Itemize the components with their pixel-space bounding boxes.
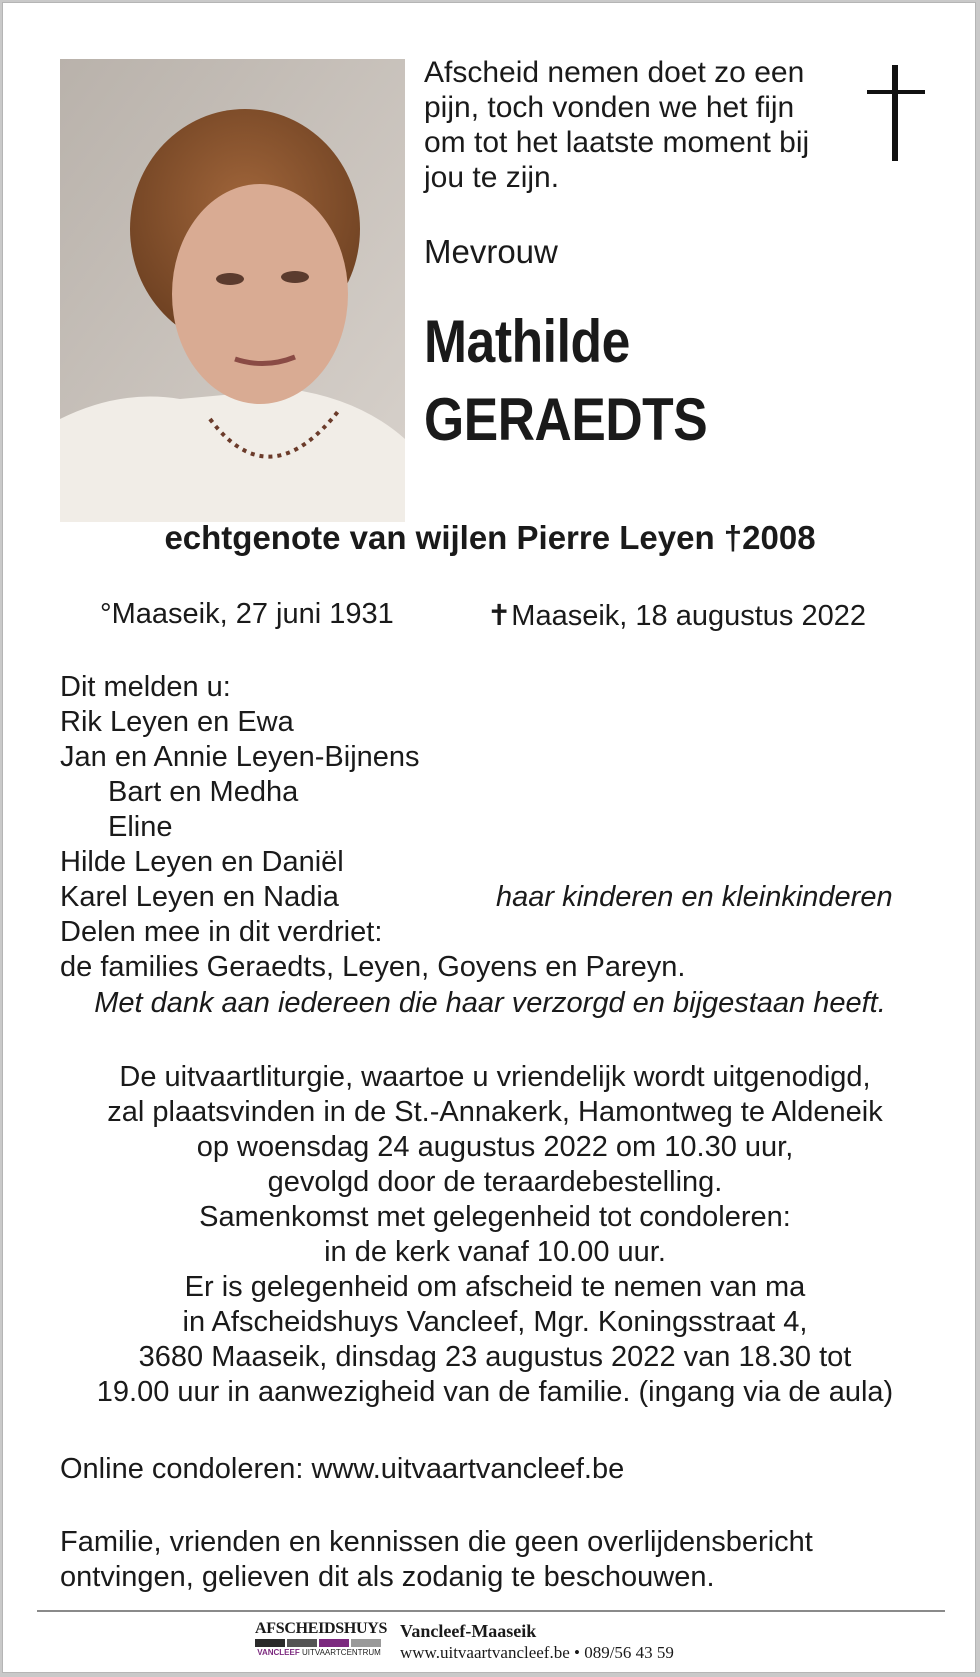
logo-bar xyxy=(319,1639,349,1647)
death-date: ✝Maaseik, 18 augustus 2022 xyxy=(487,600,866,632)
service-line: De uitvaartliturgie, waartoe u vriendelijk wordt uitgenodigd, xyxy=(119,1061,871,1093)
service-line: 19.00 uur in aanwezigheid van de familie. (ingang via de aula) xyxy=(96,1376,894,1408)
service-line: Er is gelegenheid om afscheid te nemen van ma xyxy=(184,1271,806,1303)
poem-line: pijn, toch vonden we het fijn xyxy=(424,91,795,124)
family-section xyxy=(60,670,920,985)
deceased-name xyxy=(424,303,707,459)
family-member: Hilde Leyen en Daniël xyxy=(60,846,344,878)
poem-line: jou te zijn. xyxy=(424,161,560,194)
online-condolence: Online condoleren: www.uitvaartvancleef.be xyxy=(60,1453,625,1485)
poem-line: Afscheid nemen doet zo een xyxy=(424,56,805,89)
share-intro: Delen mee in dit verdriet: xyxy=(60,916,383,948)
service-line: in de kerk vanaf 10.00 uur. xyxy=(324,1236,666,1268)
notice xyxy=(60,1525,930,1595)
service-details xyxy=(43,1060,947,1410)
logo-sub-right: UITVAARTCENTRUM xyxy=(301,1648,381,1657)
obituary-page xyxy=(2,2,976,1673)
family-role: haar kinderen en kleinkinderen xyxy=(496,881,893,913)
family-member: Karel Leyen en Nadia xyxy=(60,881,339,913)
logo-name: AFSCHEIDSHUYS xyxy=(255,1620,388,1637)
families-line: de families Geraedts, Leyen, Goyens en Pareyn. xyxy=(60,951,686,983)
notice-line: Familie, vrienden en kennissen die geen overlijdensbericht xyxy=(60,1526,813,1558)
logo-bars xyxy=(255,1639,383,1647)
poem-line: om tot het laatste moment bij xyxy=(424,126,810,159)
spouse-line: echtgenote van wijlen Pierre Leyen †2008 xyxy=(164,519,816,556)
service-line: in Afscheidshuys Vancleef, Mgr. Koningsstraat 4, xyxy=(182,1306,808,1338)
funeral-home-info xyxy=(400,1620,674,1664)
service-line: op woensdag 24 augustus 2022 om 10.30 uur, xyxy=(196,1131,794,1163)
family-member: Rik Leyen en Ewa xyxy=(60,706,294,738)
family-member: Eline xyxy=(108,811,173,843)
footer-divider xyxy=(37,1610,945,1612)
funeral-home-name: Vancleef-Maaseik xyxy=(400,1621,537,1641)
family-member: Bart en Medha xyxy=(108,776,299,808)
logo-subtitle xyxy=(255,1648,383,1658)
family-member-row xyxy=(60,880,920,915)
thanks-line: Met dank aan iedereen die haar verzorgd en bijgestaan heeft. xyxy=(94,987,886,1019)
logo-bar xyxy=(287,1639,317,1647)
last-name: GERAEDTS xyxy=(424,386,708,453)
service-line: gevolgd door de teraardebestelling. xyxy=(267,1166,723,1198)
logo-sub-left: VANCLEEF xyxy=(257,1648,300,1657)
birth-date: °Maaseik, 27 juni 1931 xyxy=(100,598,394,630)
service-line: Samenkomst met gelegenheid tot condoleren: xyxy=(199,1201,791,1233)
portrait-photo xyxy=(60,59,405,522)
service-line: zal plaatsvinden in de St.-Annakerk, Hamontweg te Aldeneik xyxy=(107,1096,883,1128)
honorific: Mevrouw xyxy=(424,233,558,270)
notice-line: ontvingen, gelieven dit als zodanig te beschouwen. xyxy=(60,1561,715,1593)
family-member: Jan en Annie Leyen-Bijnens xyxy=(60,741,420,773)
funeral-home-contact: www.uitvaartvancleef.be • 089/56 43 59 xyxy=(400,1643,674,1662)
funeral-home-logo xyxy=(255,1620,388,1658)
first-name: Mathilde xyxy=(424,308,630,375)
logo-bar xyxy=(351,1639,381,1647)
family-intro: Dit melden u: xyxy=(60,671,231,703)
service-line: 3680 Maaseik, dinsdag 23 augustus 2022 van 18.30 tot xyxy=(138,1341,852,1373)
logo-bar xyxy=(255,1639,285,1647)
cross-icon xyxy=(867,65,925,161)
poem xyxy=(424,55,844,195)
